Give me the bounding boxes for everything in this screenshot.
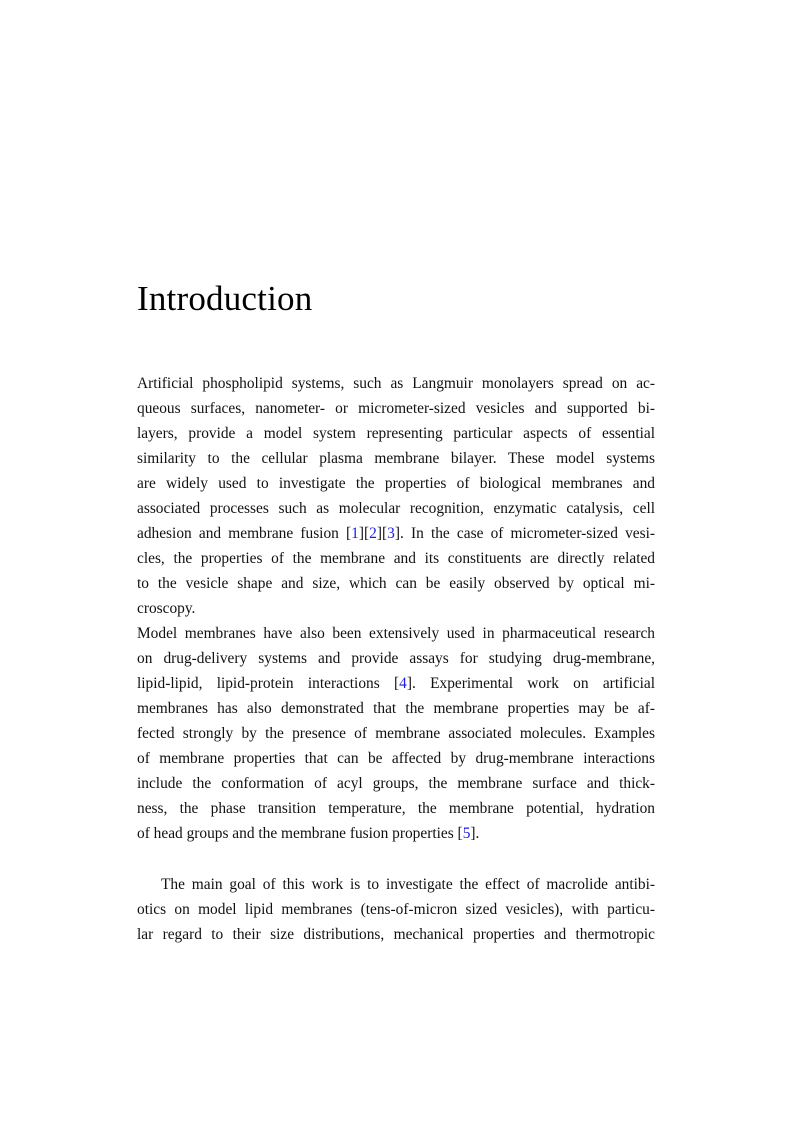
text-line: cles, the properties of the membrane and its constituents are directly related [137,550,655,567]
text-line: similarity to the cellular plasma membrane bilayer. These model systems [137,450,655,467]
text-line: The main goal of this work is to investigate the effect of macrolide antibi- [161,876,655,893]
text-span: . [475,825,480,842]
text-line: on drug-delivery systems and provide assays for studying drug-membrane, [137,650,655,667]
text-line: otics on model lipid membranes (tens-of-micron sized vesicles), with particu- [137,901,655,918]
text-line: are widely used to investigate the properties of biological membranes and [137,475,655,492]
text-line-with-citations: of head groups and the membrane fusion properties [5]. [137,825,480,842]
text-line: associated processes such as molecular recognition, enzymatic catalysis, cell [137,500,655,517]
text-line: Model membranes have also been extensively used in pharmaceutical research [137,625,655,642]
text-line: include the conformation of acyl groups, the membrane surface and thick- [137,775,655,792]
text-line: ness, the phase transition temperature, the membrane potential, hydration [137,800,655,817]
text-line: fected strongly by the presence of membrane associated molecules. Examples [137,725,655,742]
citation-link-4[interactable]: 4 [399,675,407,692]
text-line: Artificial phospholipid systems, such as Langmuir monolayers spread on ac- [137,375,655,392]
paragraph-3 [137,872,655,947]
text-line: croscopy. [137,600,196,617]
text-line: queous surfaces, nanometer- or micrometer-sized vesicles and supported bi- [137,400,655,417]
text-line-with-citations: lipid-lipid, lipid-protein interactions [4]. Experimental work on artificial [137,675,655,692]
text-span: of head groups and the membrane fusion properties [137,825,458,842]
text-line: layers, provide a model system representing particular aspects of essential [137,425,655,442]
text-span: adhesion and membrane fusion [137,525,347,542]
text-span: . In the case of micrometer-sized vesi- [399,525,656,542]
citation-link-3[interactable]: 3 [387,525,395,542]
text-span: . Experimental work on artificial [411,675,655,692]
citation-link-1[interactable]: 1 [351,525,359,542]
text-line: membranes has also demonstrated that the membrane properties may be af- [137,700,655,717]
paragraph-1 [137,371,655,621]
citation-link-2[interactable]: 2 [369,525,377,542]
text-span: lipid-lipid, lipid-protein interactions [137,675,394,692]
text-line-with-citations: adhesion and membrane fusion [1][2][3]. In the case of micrometer-sized vesi- [137,525,656,542]
citation-link-5[interactable]: 5 [462,825,471,842]
text-line: to the vesicle shape and size, which can be easily observed by optical mi- [137,575,655,592]
chapter-title: Introduction [137,279,313,318]
paragraph-2 [137,621,655,846]
text-line: of membrane properties that can be affected by drug-membrane interactions [137,750,655,767]
text-line: lar regard to their size distributions, mechanical properties and thermotropic [137,926,655,943]
